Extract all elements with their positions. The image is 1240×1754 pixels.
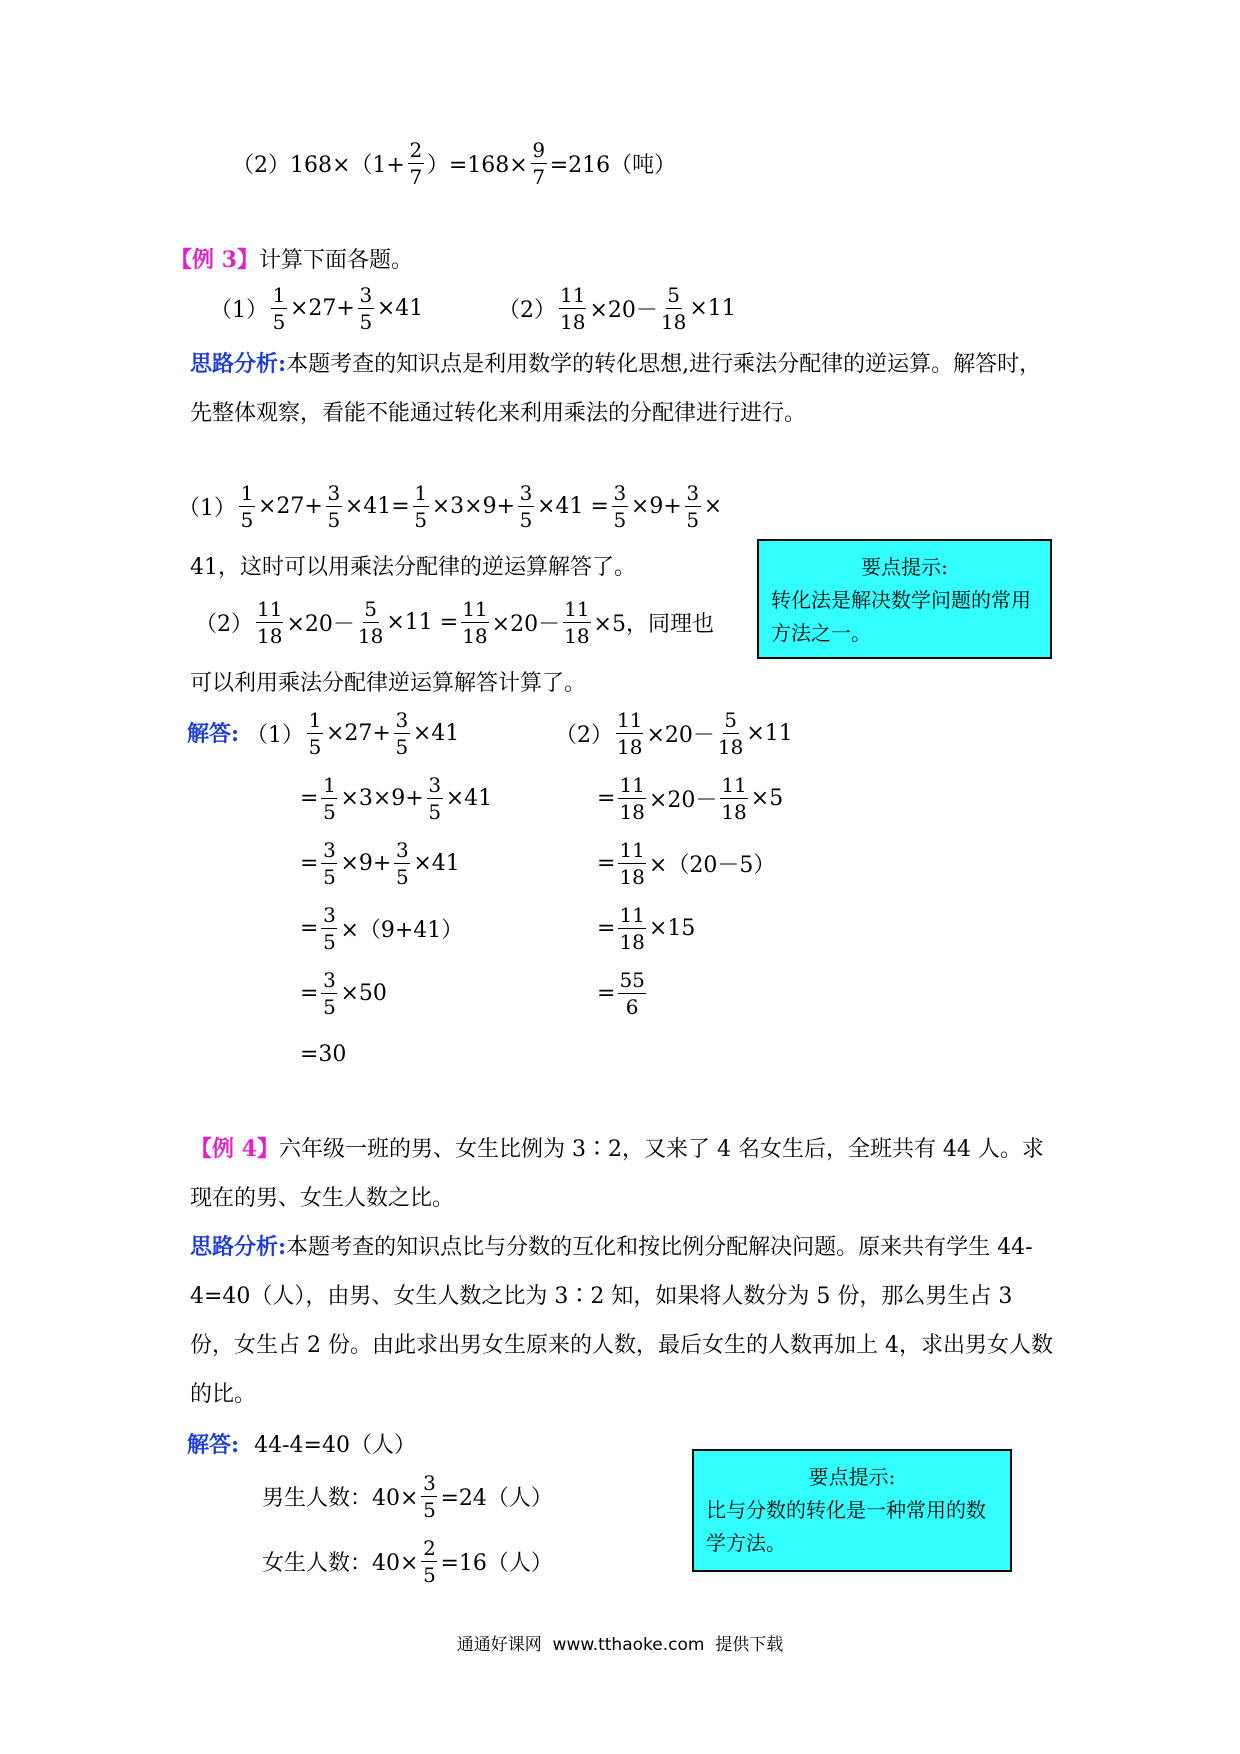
top-equation: [232, 135, 676, 191]
fraction: $\frac{3}{5}$: [423, 1470, 436, 1522]
fraction: $\frac{11}{18}$: [560, 282, 586, 334]
text: =: [300, 850, 319, 876]
example-prompt: 六年级一班的男、女生比例为 3∶2，又来了 4 名女生后，全班共有 44 人。求现在的男、女生人数之比。: [190, 1137, 1044, 1211]
text: ×5，同理也: [593, 611, 714, 637]
fraction: $\frac{3}{5}$: [323, 967, 336, 1019]
text: （2）: [195, 611, 253, 637]
text: =24（人）: [440, 1485, 553, 1511]
fraction: $\frac{3}{5}$: [428, 772, 442, 824]
text: 女生人数：40×: [262, 1550, 419, 1576]
example-3-heading: [170, 243, 413, 274]
example-tag: 【例 3】: [170, 247, 259, 273]
fraction: $\frac{11}{18}$: [619, 902, 645, 954]
fraction: $\frac{11}{18}$: [619, 772, 645, 824]
tip-box: [692, 1449, 1012, 1572]
analysis-label: 思路分析:: [190, 1234, 287, 1260]
fraction: $\frac{11}{18}$: [619, 837, 645, 889]
text: =: [300, 915, 319, 941]
text: =: [300, 980, 319, 1006]
ex3-analysis-step-1-cont: 41，这时可以用乘法分配律的逆运算解答了。: [190, 555, 636, 580]
text: ×9+: [630, 493, 682, 519]
tip-body: 比与分数的转化是一种常用的数学方法。: [706, 1498, 986, 1555]
text: （2）: [555, 722, 613, 748]
text: ）=168×: [426, 152, 528, 178]
fraction: $\frac{3}{5}$: [613, 480, 627, 532]
text: =216（吨）: [549, 152, 677, 178]
sol1-step-1: [300, 770, 492, 826]
fraction: $\frac{3}{5}$: [686, 480, 700, 532]
text: ×41: [376, 295, 424, 321]
text: ×（20－5）: [648, 852, 776, 878]
footer: 通通好课网 www.tthaoke.com 提供下载: [456, 1635, 784, 1655]
fraction: $\frac{55}{6}$: [619, 967, 645, 1019]
text: ×3×9+: [340, 785, 424, 811]
sol2-step-2: [597, 835, 775, 891]
fraction: $\frac{1}{5}$: [240, 480, 254, 532]
text: ×41 =: [537, 493, 609, 519]
text: （2）168×（1+: [232, 152, 405, 178]
fraction: $\frac{9}{7}$: [532, 137, 546, 189]
text: =: [300, 785, 319, 811]
text: ×27+: [326, 720, 391, 746]
ex3-question-1: [210, 280, 423, 336]
tip-title: 要点提示:: [808, 1465, 896, 1489]
text: ×41: [413, 850, 460, 876]
text: （1）: [210, 297, 268, 323]
text: ×20－: [648, 787, 718, 813]
text: =16（人）: [440, 1550, 553, 1576]
text: =: [597, 850, 616, 876]
text: ×41: [412, 720, 460, 746]
fraction: $\frac{1}{5}$: [272, 282, 286, 334]
sol1-step-3: [300, 900, 463, 956]
ex4-analysis: [190, 1223, 1060, 1419]
text: =: [597, 980, 616, 1006]
ex3-analysis-step-1: [178, 478, 722, 534]
text: ×20－: [646, 722, 715, 748]
text: ×: [703, 493, 723, 519]
text: ×20－: [491, 611, 561, 637]
fraction: $\frac{3}{5}$: [395, 837, 409, 889]
fraction: $\frac{11}{18}$: [257, 596, 283, 648]
text: ×11 =: [386, 609, 459, 635]
fraction: $\frac{2}{5}$: [423, 1535, 436, 1587]
example-tag: 【例 4】: [190, 1136, 279, 1162]
text: =: [597, 785, 616, 811]
ex4-girls: [262, 1533, 553, 1589]
sol2-step-1: [597, 770, 783, 826]
text: （1）: [246, 722, 304, 748]
ex3-analysis-step-2-cont: 可以利用乘法分配律逆运算解答计算了。: [190, 671, 587, 696]
text: ×11: [746, 720, 793, 746]
analysis-text: 本题考查的知识点比与分数的互化和按比例分配解决问题。原来共有学生 44-4=40（人），由男、女生人数之比为 3∶2 知，如果将人数分为 5 份，那么男生占 3 份，女生占 2 份。由此求出男女生原来的人数，最后女生的人数再加上 4，求出男女人数的比。: [190, 1235, 1053, 1407]
fraction: $\frac{3}{5}$: [359, 282, 373, 334]
fraction: $\frac{3}{5}$: [323, 837, 336, 889]
example-4-heading: [190, 1125, 1060, 1223]
text: （2）: [498, 297, 556, 323]
sol1-step-4: [300, 965, 387, 1021]
fraction: $\frac{2}{7}$: [409, 137, 423, 189]
text: ×41: [445, 785, 493, 811]
fraction: $\frac{3}{5}$: [395, 707, 409, 759]
fraction: $\frac{11}{18}$: [617, 707, 643, 759]
text: ×27+: [258, 493, 323, 519]
sol1-result: =30: [300, 1042, 347, 1067]
text: ×11: [689, 295, 736, 321]
fraction: $\frac{1}{5}$: [323, 772, 336, 824]
text: ×15: [648, 915, 696, 941]
text: 男生人数：40×: [262, 1485, 419, 1511]
text: ×9+: [340, 850, 392, 876]
answer-label: 解答:: [187, 1432, 240, 1458]
example-prompt: 计算下面各题。: [258, 248, 413, 273]
sol2-step-3: [597, 900, 695, 956]
sol1-step-2: [300, 835, 460, 891]
sol1-step-0: [246, 705, 459, 761]
ex3-analysis: [190, 340, 1060, 438]
ex3-analysis-step-2: [195, 594, 714, 650]
fraction: $\frac{5}{18}$: [357, 596, 384, 648]
text: ×20－: [286, 611, 355, 637]
fraction: $\frac{1}{5}$: [308, 707, 322, 759]
tip-box: [757, 539, 1052, 659]
fraction: $\frac{11}{18}$: [721, 772, 747, 824]
fraction: $\frac{3}{5}$: [327, 480, 341, 532]
fraction: $\frac{3}{5}$: [519, 480, 533, 532]
fraction: $\frac{11}{18}$: [564, 596, 590, 648]
text: ×41=: [344, 493, 410, 519]
text: （1）: [178, 495, 236, 521]
text: ×50: [340, 980, 387, 1006]
answer-label: 解答:: [187, 721, 240, 747]
analysis-text: 本题考查的知识点是利用数学的转化思想,进行乘法分配律的逆运算。解答时，先整体观察，看能不能通过转化来利用乘法的分配律进行进行。: [190, 352, 1042, 426]
text: =: [597, 915, 616, 941]
text: ×（9+41）: [340, 917, 464, 943]
text: ×5: [750, 785, 784, 811]
answer-step: 44-4=40（人）: [254, 1433, 416, 1458]
fraction: $\frac{3}{5}$: [323, 902, 336, 954]
sol2-step-4: [597, 965, 649, 1021]
text: ×20－: [589, 297, 658, 323]
text: ×27+: [290, 295, 355, 321]
fraction: $\frac{5}{18}$: [717, 707, 744, 759]
analysis-label: 思路分析:: [190, 351, 287, 377]
sol2-step-0: [555, 705, 793, 761]
ex4-answer-line: [187, 1428, 416, 1459]
text: ×3×9+: [431, 493, 516, 519]
fraction: $\frac{5}{18}$: [660, 282, 687, 334]
ex3-question-2: [498, 280, 736, 336]
ex4-boys: [262, 1468, 553, 1524]
fraction: $\frac{1}{5}$: [414, 480, 428, 532]
fraction: $\frac{11}{18}$: [462, 596, 488, 648]
tip-body: 转化法是解决数学问题的常用方法之一。: [771, 588, 1031, 645]
tip-title: 要点提示:: [861, 555, 948, 579]
